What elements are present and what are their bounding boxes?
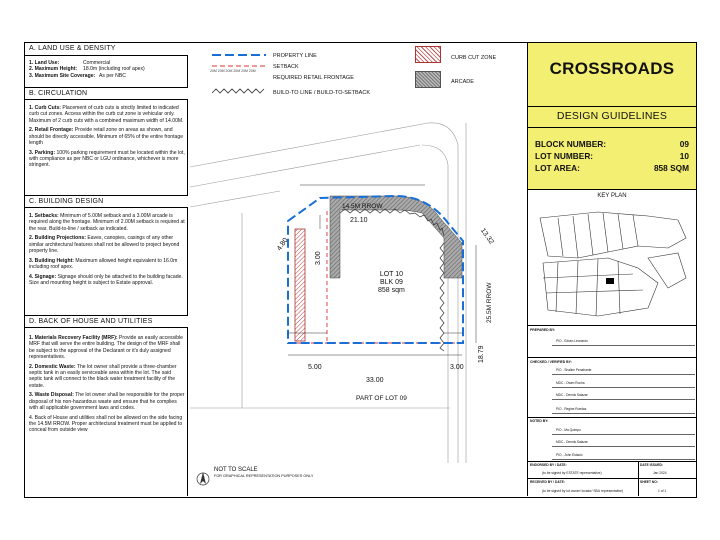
legend-property-line: PROPERTY LINE: [273, 53, 317, 59]
dim-bottom: 33.00: [366, 377, 384, 384]
preparer-name: PIO - Edsen Leonardo: [556, 339, 588, 343]
dim-top: 21.10: [350, 217, 368, 224]
not-to-scale: NOT TO SCALE FOR GRAPHICAL REPRESENTATION PURPOSES ONLY: [214, 467, 314, 478]
signage-item: 4. Signage: Signage should only be attached to the building facade. Size and mounting height is subject to Estate approval.: [29, 273, 183, 287]
area-label: 858 sqm: [378, 287, 405, 294]
guidelines-column: [25, 43, 188, 496]
waste-disposal-item: 3. Waste Disposal: The lot owner shall be responsible for the proper disposal of his non-hazardous waste and ensure that he complies with all applicable government laws and codes.: [29, 392, 185, 411]
building-list: [29, 213, 185, 290]
section-title-circulation: B. CIRCULATION: [25, 87, 188, 100]
building-height-item: 3. Building Height: Maximum allowed height equivalent to 16.0m including roof apex.: [29, 257, 178, 271]
brand-title: CROSSROADS: [549, 59, 675, 78]
legend-curb-cut-zone: CURB CUT ZONE: [451, 55, 497, 61]
drawing-sheet: [24, 42, 697, 498]
legend-retail-frontage: REQUIRED RETAIL FRONTAGE: [273, 75, 354, 81]
key-plan-map: [538, 208, 688, 320]
dim-setback-left: 5.00: [308, 364, 322, 371]
legend-build-to-line: BUILD-TO LINE / BUILD-TO-SETBACK: [273, 90, 370, 96]
dim-diag-right: 13.32: [478, 227, 495, 246]
title-panel: [528, 43, 696, 189]
section-title-land-use: A. LAND USE & DENSITY: [25, 43, 188, 56]
key-plan-title: KEY PLAN: [597, 193, 627, 199]
sheet-number-value: 1 of 1: [658, 489, 667, 493]
site-coverage-item: 3. Maximum Site Coverage: As per NBC: [29, 72, 126, 79]
lot-label-block: [378, 271, 405, 295]
curb-cuts-item: 1. Curb Cuts: Placement of curb cuts is strictly limited to indicated curb cut zones. Access within the curb cut zone is vehicular only. Maximum of 2 curb cuts with a combined maximum width of 14.00M.: [29, 105, 184, 124]
parking-item: 3. Parking: 100% parking requirement must be located within the lot, with compliance as per NBC or LGU ordinance, whichever is more stringent.: [29, 149, 185, 169]
estate-signature-note: (to be signed by ESTATE representative): [542, 471, 602, 475]
legend-curb-cut-swatch: [415, 46, 441, 63]
retail-frontage-marks: 20M 20M 20M 20M 20M 20M: [210, 69, 256, 73]
sheet-no-label: SHEET NO:: [640, 480, 658, 484]
road-label-right: 25.5M RROW: [486, 282, 493, 323]
legend-arcade: ARCADE: [451, 79, 474, 85]
retail-frontage-item: 2. Retail Frontage: Provide retail zone on areas as shown, and should be directly accessible. Minimum of 65% of the entire frontage length: [29, 127, 184, 146]
legend-symbols: [210, 51, 270, 101]
lot-area-row: LOT AREA: 858 SQM: [535, 163, 689, 173]
checker-3: MDC - Dennis Salazar: [556, 393, 588, 397]
utilities-item: 4. Back of House and utilities shall not be allowed on the side facing the 14.5M RROW. Proper architectural treatment must be applied to conceal from outside view: [29, 414, 183, 434]
road-label-top: 14.5M RROW: [342, 203, 383, 210]
setbacks-item: 1. Setbacks: Minimum of 5.00M setback and a 3.00M arcade is required along the frontage. Minimum of 2.00M setback is required at the rear. Build-to-line / setback as indicated.: [29, 213, 185, 232]
land-use-list: [29, 60, 185, 79]
design-guidelines-title: DESIGN GUIDELINES: [556, 110, 668, 122]
key-plan-lot-marker: [606, 278, 614, 284]
dim-setback-right: 3.00: [450, 364, 464, 371]
projections-item: 2. Building Projections: Eaves, canopies, casings of any other similar architectural features shall not be allowed to project beyond property line.: [29, 235, 180, 254]
site-plan-drawing: [190, 103, 527, 463]
block-number-row: BLOCK NUMBER: 09: [535, 139, 689, 149]
endorsed-by-label: ENDORSED BY / DATE:: [530, 463, 567, 467]
legend-setback: SETBACK: [273, 64, 299, 70]
dim-right: 18.79: [478, 345, 485, 363]
site-plan-area: [190, 43, 527, 496]
checker-2: MDC - Owen Rocha: [556, 381, 585, 385]
checker-1: PIO - Shaline Penafrante: [556, 368, 592, 372]
received-by-label: RECEIVED BY / DATE:: [530, 480, 565, 484]
prepared-by-label: PREPARED BY:: [530, 328, 556, 332]
circulation-list: [29, 105, 185, 172]
date-issued-value: Jan 2024: [653, 471, 667, 475]
part-of-lot-label: PART OF LOT 09: [356, 395, 407, 402]
mrf-item: 1. Materials Recovery Facility (MRF): Provide an easily accessible MRF that will serve the entire building. The design of the MRF shall be subject to the approval of the Declarant or it's duly assigned representatives.: [29, 335, 184, 360]
legend-arcade-swatch: [415, 71, 441, 88]
checked-by-label: CHECKED / VERIFIED BY:: [530, 360, 572, 364]
land-use-item: 1. Land Use: Commercial: [29, 60, 111, 66]
blk-label: BLK 09: [379, 279, 403, 286]
checker-4: PIO - Regine Ruedas: [556, 407, 587, 411]
section-title-back-of-house: D. BACK OF HOUSE AND UTILITIES: [25, 315, 188, 328]
domestic-waste-item: 2. Domestic Waste: The lot owner shall provide a three-chamber septic tank in an easily serviceable area within the lot. The said septic tank will connect to the black water treatment facility of the estate.: [29, 363, 177, 389]
section-title-building: C. BUILDING DESIGN: [25, 195, 188, 208]
noter-1: PIO - Ma Quimpo: [556, 428, 581, 432]
nts-subtitle: FOR GRAPHICAL REPRESENTATION PURPOSES ONLY: [214, 474, 314, 478]
road-lines: [190, 123, 466, 463]
title-block: [527, 43, 696, 496]
north-arrow-icon: [196, 469, 210, 489]
dim-diag-left: 4.80: [276, 236, 290, 253]
curb-cut-zone: [295, 229, 305, 341]
noted-by-label: NOTED BY:: [530, 419, 549, 423]
lot-label: LOT 10: [379, 271, 404, 278]
noter-2: MDC - Dennis Salazar: [556, 440, 588, 444]
owner-signature-note: (to be signed by lot owner/ locator/ SBU representative): [542, 489, 623, 493]
date-issued-label: DATE ISSUED:: [640, 463, 664, 467]
noter-3: PIO - John Estacio: [556, 453, 583, 457]
lot-number-row: LOT NUMBER: 10: [535, 151, 689, 161]
max-height-item: 2. Maximum Height: 18.0m (including roof apex): [29, 66, 145, 73]
setback-lines: [290, 211, 462, 343]
back-of-house-list: [29, 335, 185, 437]
dim-arcade-top: 3.00: [315, 251, 322, 265]
